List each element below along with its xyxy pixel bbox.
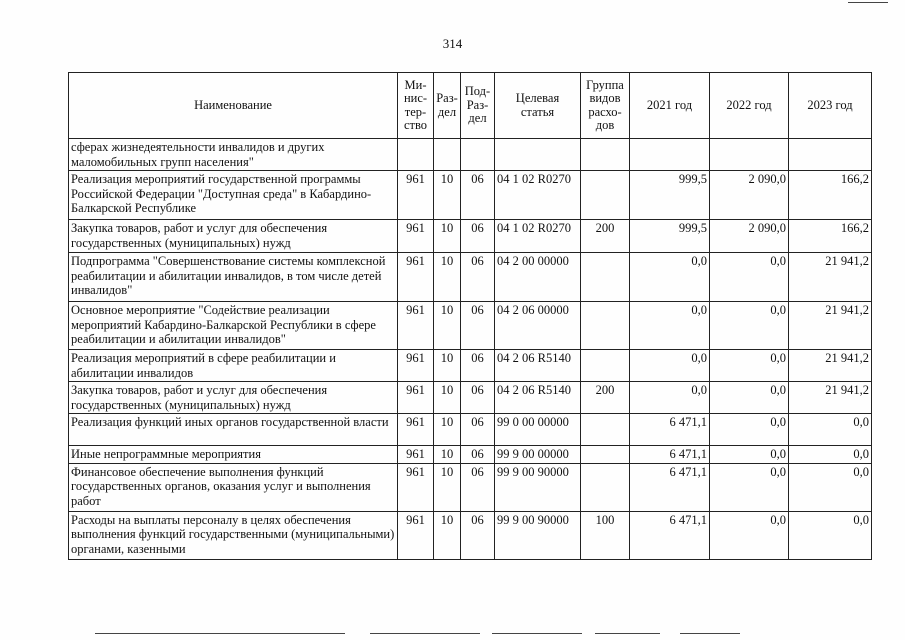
row-2022: 0,0	[710, 446, 789, 464]
row-2021	[630, 139, 710, 171]
row-2023: 166,2	[789, 171, 872, 220]
row-2022: 0,0	[710, 463, 789, 511]
row-name: сферах жизнедеятельности инвалидов и других маломобильных групп населения"	[69, 139, 398, 171]
budget-table	[68, 72, 872, 560]
row-target: 99 9 00 00000	[495, 446, 581, 464]
row-2022: 0,0	[710, 302, 789, 350]
row-target: 99 9 00 90000	[495, 511, 581, 559]
table-header-row	[69, 73, 872, 139]
row-section: 10	[434, 253, 461, 302]
row-target: 99 0 00 00000	[495, 414, 581, 446]
row-2023: 21 941,2	[789, 382, 872, 414]
row-target: 04 1 02 R0270	[495, 171, 581, 220]
row-subsection: 06	[461, 302, 495, 350]
row-group	[581, 463, 630, 511]
row-group	[581, 446, 630, 464]
row-2022: 2 090,0	[710, 220, 789, 253]
row-2022: 0,0	[710, 253, 789, 302]
row-group: 200	[581, 382, 630, 414]
row-2022: 0,0	[710, 511, 789, 559]
row-group	[581, 253, 630, 302]
row-2021: 6 471,1	[630, 446, 710, 464]
header-expense-group: Группа видов расхо- дов	[581, 73, 630, 139]
row-2021: 6 471,1	[630, 511, 710, 559]
row-target: 04 2 00 00000	[495, 253, 581, 302]
table-row	[69, 511, 872, 559]
table-row	[69, 302, 872, 350]
row-section: 10	[434, 446, 461, 464]
row-2023: 21 941,2	[789, 253, 872, 302]
header-name: Наименование	[69, 73, 398, 139]
row-2023: 0,0	[789, 511, 872, 559]
row-2021: 999,5	[630, 171, 710, 220]
table-row	[69, 139, 872, 171]
row-name: Реализация мероприятий в сфере реабилитации и абилитации инвалидов	[69, 350, 398, 382]
row-section: 10	[434, 220, 461, 253]
row-subsection: 06	[461, 220, 495, 253]
row-subsection: 06	[461, 171, 495, 220]
row-subsection: 06	[461, 350, 495, 382]
row-2023: 21 941,2	[789, 350, 872, 382]
row-2022: 0,0	[710, 414, 789, 446]
scan-line	[95, 633, 345, 634]
row-subsection: 06	[461, 382, 495, 414]
row-ministry	[398, 139, 434, 171]
row-ministry: 961	[398, 220, 434, 253]
row-2021: 6 471,1	[630, 414, 710, 446]
row-2022	[710, 139, 789, 171]
row-ministry: 961	[398, 253, 434, 302]
row-2021: 0,0	[630, 382, 710, 414]
row-name: Реализация функций иных органов государственной власти	[69, 414, 398, 446]
row-group	[581, 350, 630, 382]
row-name: Расходы на выплаты персоналу в целях обеспечения выполнения функций государственными (муниципальными) органами, казенными	[69, 511, 398, 559]
table-row	[69, 350, 872, 382]
row-section: 10	[434, 463, 461, 511]
header-subsection: Под- Раз- дел	[461, 73, 495, 139]
header-2023: 2023 год	[789, 73, 872, 139]
header-target-article: Целевая статья	[495, 73, 581, 139]
row-subsection: 06	[461, 414, 495, 446]
row-2023: 166,2	[789, 220, 872, 253]
row-ministry: 961	[398, 171, 434, 220]
row-group	[581, 139, 630, 171]
header-section: Раз- дел	[434, 73, 461, 139]
row-name: Подпрограмма "Совершенствование системы комплексной реабилитации и абилитации инвалидов, в том числе детей инвалидов"	[69, 253, 398, 302]
scan-line	[595, 633, 660, 634]
row-ministry: 961	[398, 382, 434, 414]
table-row	[69, 463, 872, 511]
row-2023: 0,0	[789, 414, 872, 446]
row-group	[581, 171, 630, 220]
row-name: Основное мероприятие "Содействие реализации мероприятий Кабардино-Балкарской Республики в сфере реабилитации и абилитации инвалидов"	[69, 302, 398, 350]
table-row	[69, 382, 872, 414]
scan-line	[492, 633, 582, 634]
row-group	[581, 302, 630, 350]
row-group: 200	[581, 220, 630, 253]
row-target: 04 2 06 00000	[495, 302, 581, 350]
row-group: 100	[581, 511, 630, 559]
row-target: 04 2 06 R5140	[495, 382, 581, 414]
row-ministry: 961	[398, 463, 434, 511]
row-2022: 2 090,0	[710, 171, 789, 220]
row-ministry: 961	[398, 446, 434, 464]
table-row	[69, 446, 872, 464]
row-section: 10	[434, 511, 461, 559]
row-2023: 0,0	[789, 463, 872, 511]
row-target: 04 2 06 R5140	[495, 350, 581, 382]
row-2023	[789, 139, 872, 171]
table-row	[69, 171, 872, 220]
row-section: 10	[434, 302, 461, 350]
row-name: Финансовое обеспечение выполнения функций государственных органов, оказания услуг и выполнения работ	[69, 463, 398, 511]
table-row	[69, 414, 872, 446]
row-2021: 6 471,1	[630, 463, 710, 511]
row-subsection: 06	[461, 253, 495, 302]
header-ministry: Ми- нис- тер- ство	[398, 73, 434, 139]
row-2023: 0,0	[789, 446, 872, 464]
row-target: 99 9 00 90000	[495, 463, 581, 511]
row-2023: 21 941,2	[789, 302, 872, 350]
row-section	[434, 139, 461, 171]
page-number: 314	[442, 36, 463, 51]
row-section: 10	[434, 171, 461, 220]
row-target	[495, 139, 581, 171]
row-section: 10	[434, 414, 461, 446]
row-name: Иные непрограммные мероприятия	[69, 446, 398, 464]
row-name: Закупка товаров, работ и услуг для обеспечения государственных (муниципальных) нужд	[69, 220, 398, 253]
table-row	[69, 253, 872, 302]
header-2021: 2021 год	[630, 73, 710, 139]
row-subsection: 06	[461, 511, 495, 559]
row-2021: 999,5	[630, 220, 710, 253]
scan-line	[680, 633, 740, 634]
row-section: 10	[434, 350, 461, 382]
row-section: 10	[434, 382, 461, 414]
row-ministry: 961	[398, 511, 434, 559]
row-target: 04 1 02 R0270	[495, 220, 581, 253]
row-ministry: 961	[398, 414, 434, 446]
row-2021: 0,0	[630, 350, 710, 382]
scan-line	[370, 633, 480, 634]
row-ministry: 961	[398, 350, 434, 382]
row-2022: 0,0	[710, 350, 789, 382]
scan-line	[848, 2, 888, 3]
table-row	[69, 220, 872, 253]
row-group	[581, 414, 630, 446]
row-subsection: 06	[461, 446, 495, 464]
row-ministry: 961	[398, 302, 434, 350]
row-name: Реализация мероприятий государственной программы Российской Федерации "Доступная среда" в Кабардино-Балкарской Республике	[69, 171, 398, 220]
header-2022: 2022 год	[710, 73, 789, 139]
row-name: Закупка товаров, работ и услуг для обеспечения государственных (муниципальных) нужд	[69, 382, 398, 414]
row-subsection	[461, 139, 495, 171]
row-2021: 0,0	[630, 253, 710, 302]
row-subsection: 06	[461, 463, 495, 511]
row-2022: 0,0	[710, 382, 789, 414]
row-2021: 0,0	[630, 302, 710, 350]
